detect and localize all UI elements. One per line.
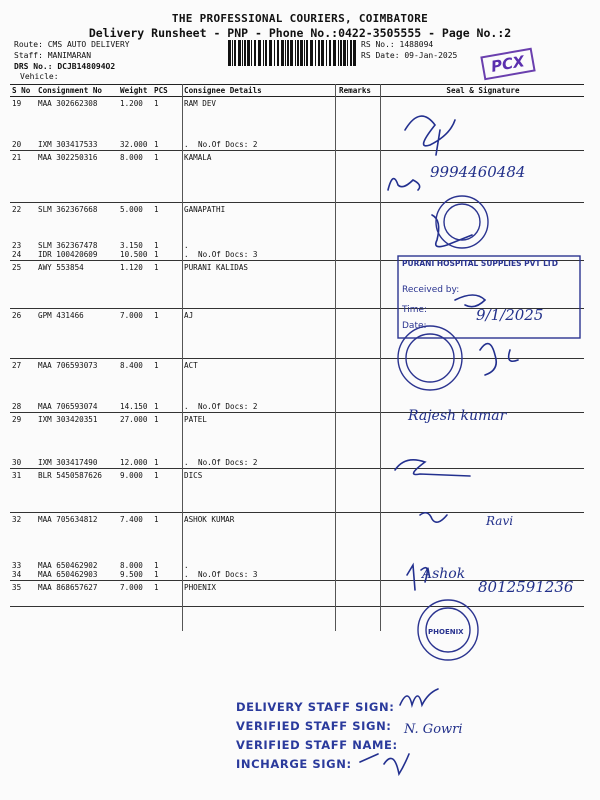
- incharge-sign: INCHARGE SIGN:: [236, 757, 352, 771]
- staff: Staff: MANIMARAN: [14, 51, 92, 60]
- pieces-value: 1: [154, 205, 159, 214]
- serial-number: 31: [12, 471, 22, 480]
- rs-number: RS No.: 1488094: [361, 40, 434, 49]
- consignee-name: DICS: [184, 471, 203, 480]
- serial-number: 32: [12, 515, 22, 524]
- pcx-stamp-text: PCX: [480, 48, 535, 81]
- signature-footer-incharge: [360, 754, 409, 774]
- signature-kamala: [388, 179, 420, 190]
- consignment-number: MAA 302662308: [38, 99, 98, 108]
- serial-number: 24: [12, 250, 22, 259]
- pieces-value: 1: [154, 361, 159, 370]
- seal-round-stamp-inner: [444, 204, 480, 240]
- consignee-name: RAM DEV: [184, 99, 217, 108]
- serial-number: 22: [12, 205, 22, 214]
- weight-value: 14.150: [120, 402, 148, 411]
- weight-value: 1.120: [120, 263, 143, 272]
- pieces-value: 1: [154, 250, 159, 259]
- seal-round-stamp-2: [398, 326, 462, 390]
- bullet-dot: .: [184, 402, 189, 411]
- docs-count: No.Of Docs: 2: [198, 402, 258, 411]
- phoenix-stamp-text: PHOENIX: [428, 628, 464, 636]
- consignment-number: MAA 705634812: [38, 515, 98, 524]
- bullet-dot: .: [184, 458, 189, 467]
- runsheet-subtitle: Delivery Runsheet - PNP - Phone No.:0422-3505555 - Page No.:2: [88, 26, 512, 40]
- serial-number: 34: [12, 570, 22, 579]
- weight-value: 7.400: [120, 515, 143, 524]
- rs-date: RS Date: 09-Jan-2025: [361, 51, 458, 60]
- drs-number: DRS No.: DCJB148094O2: [14, 62, 116, 71]
- pieces-value: 1: [154, 263, 159, 272]
- consignment-number: BLR 5450587626: [38, 471, 103, 480]
- pieces-value: 1: [154, 570, 159, 579]
- bullet-dot: .: [184, 140, 189, 149]
- docs-count: No.Of Docs: 2: [198, 458, 258, 467]
- pieces-value: 1: [154, 515, 159, 524]
- weight-value: 3.150: [120, 241, 143, 250]
- consignment-number: SLM 362367668: [38, 205, 98, 214]
- serial-number: 27: [12, 361, 22, 370]
- weight-value: 8.000: [120, 153, 143, 162]
- col-sno: S No: [10, 85, 36, 97]
- bullet-dot: .: [184, 570, 189, 579]
- pieces-value: 1: [154, 561, 159, 570]
- delivery-staff-sign: DELIVERY STAFF SIGN:: [236, 700, 395, 714]
- consignment-number: GPM 431466: [38, 311, 84, 320]
- consignee-name: ACT: [184, 361, 198, 370]
- serial-number: 29: [12, 415, 22, 424]
- col-weight: Weight: [118, 85, 152, 97]
- consignee-name: ASHOK KUMAR: [184, 515, 235, 524]
- handwritten-ravi: Ravi: [486, 514, 514, 528]
- serial-number: 25: [12, 263, 22, 272]
- signature-aj: [480, 344, 518, 375]
- serial-number: 28: [12, 402, 22, 411]
- docs-count: No.Of Docs: 2: [198, 140, 258, 149]
- pieces-value: 1: [154, 415, 159, 424]
- weight-value: 9.500: [120, 570, 143, 579]
- pieces-value: 1: [154, 583, 159, 592]
- verified-staff-name: VERIFIED STAFF NAME:: [236, 738, 398, 752]
- weight-value: 7.000: [120, 311, 143, 320]
- handwritten-rajesh: Rajesh kumar: [408, 408, 507, 424]
- col-seal: Seal & Signature: [382, 85, 584, 97]
- consignee-name: GANAPATHI: [184, 205, 226, 214]
- weight-value: 12.000: [120, 458, 148, 467]
- consignment-number: MAA 868657627: [38, 583, 98, 592]
- signature-dics: [420, 513, 447, 522]
- pieces-value: 1: [154, 241, 159, 250]
- pieces-value: 1: [154, 402, 159, 411]
- docs-count: No.Of Docs: 3: [198, 250, 258, 259]
- consignee-name: PHOENIX: [184, 583, 217, 592]
- consignment-number: MAA 706593073: [38, 361, 98, 370]
- vehicle: Vehicle:: [20, 72, 59, 81]
- weight-value: 1.200: [120, 99, 143, 108]
- weight-value: 27.000: [120, 415, 148, 424]
- weight-value: 8.000: [120, 561, 143, 570]
- consignee-name: AJ: [184, 311, 194, 320]
- weight-value: 7.000: [120, 583, 143, 592]
- bullet-dot: .: [184, 561, 189, 570]
- col-consignee: Consignee Details: [182, 85, 337, 97]
- consignment-number: MAA 650462902: [38, 561, 98, 570]
- handwritten-phone-2: 8012591236: [478, 578, 574, 596]
- signature-footer-delivery: [400, 689, 438, 705]
- pieces-value: 1: [154, 153, 159, 162]
- consignment-number: MAA 650462903: [38, 570, 98, 579]
- consignment-number: IXM 303420351: [38, 415, 98, 424]
- weight-value: 5.000: [120, 205, 143, 214]
- serial-number: 23: [12, 241, 22, 250]
- weight-value: 9.000: [120, 471, 143, 480]
- signature-purani: [455, 295, 485, 307]
- pieces-value: 1: [154, 471, 159, 480]
- docs-count: No.Of Docs: 3: [198, 570, 258, 579]
- bullet-dot: .: [184, 241, 189, 250]
- handwritten-phone-1: 9994460484: [430, 163, 526, 181]
- serial-number: 19: [12, 99, 22, 108]
- serial-number: 35: [12, 583, 22, 592]
- serial-number: 21: [12, 153, 22, 162]
- pieces-value: 1: [154, 311, 159, 320]
- bullet-dot: .: [184, 250, 189, 259]
- col-consignment: Consignment No: [36, 85, 118, 97]
- col-pcs: PCS: [152, 85, 182, 97]
- purani-stamp-title: PURANI HOSPITAL SUPPLIES PVT LTD: [402, 259, 559, 268]
- weight-value: 10.500: [120, 250, 148, 259]
- consignment-number: SLM 362367478: [38, 241, 98, 250]
- pieces-value: 1: [154, 458, 159, 467]
- received-by-label: Received by:: [402, 285, 460, 295]
- pieces-value: 1: [154, 99, 159, 108]
- date-label: Date:: [402, 321, 427, 331]
- handwritten-ashok: Ashok: [422, 566, 466, 582]
- serial-number: 20: [12, 140, 22, 149]
- route: Route: CMS AUTO DELIVERY: [14, 40, 130, 49]
- pieces-value: 1: [154, 140, 159, 149]
- consignment-number: IXM 303417490: [38, 458, 98, 467]
- consignee-name: PATEL: [184, 415, 207, 424]
- signature-ramdev: [405, 116, 455, 155]
- company-title: THE PROFESSIONAL COURIERS, COIMBATORE: [171, 12, 429, 25]
- handwritten-gowri: N. Gowri: [404, 722, 463, 737]
- seal-round-stamp-2-inner: [406, 334, 454, 382]
- weight-value: 32.000: [120, 140, 148, 149]
- serial-number: 33: [12, 561, 22, 570]
- consignee-name: PURANI KALIDAS: [184, 263, 249, 272]
- consignment-number: MAA 302250316: [38, 153, 98, 162]
- consignment-number: IXM 303417533: [38, 140, 98, 149]
- serial-number: 26: [12, 311, 22, 320]
- signature-patel: [395, 460, 470, 476]
- handwritten-date: 9/1/2025: [476, 306, 544, 324]
- verified-staff-sign: VERIFIED STAFF SIGN:: [236, 719, 392, 733]
- col-remarks: Remarks: [337, 85, 382, 97]
- serial-number: 30: [12, 458, 22, 467]
- weight-value: 8.400: [120, 361, 143, 370]
- consignment-number: IDR 100420609: [38, 250, 98, 259]
- consignee-name: KAMALA: [184, 153, 212, 162]
- consignment-number: MAA 706593074: [38, 402, 98, 411]
- consignment-number: AWY 553854: [38, 263, 84, 272]
- time-label: Time:: [402, 305, 428, 315]
